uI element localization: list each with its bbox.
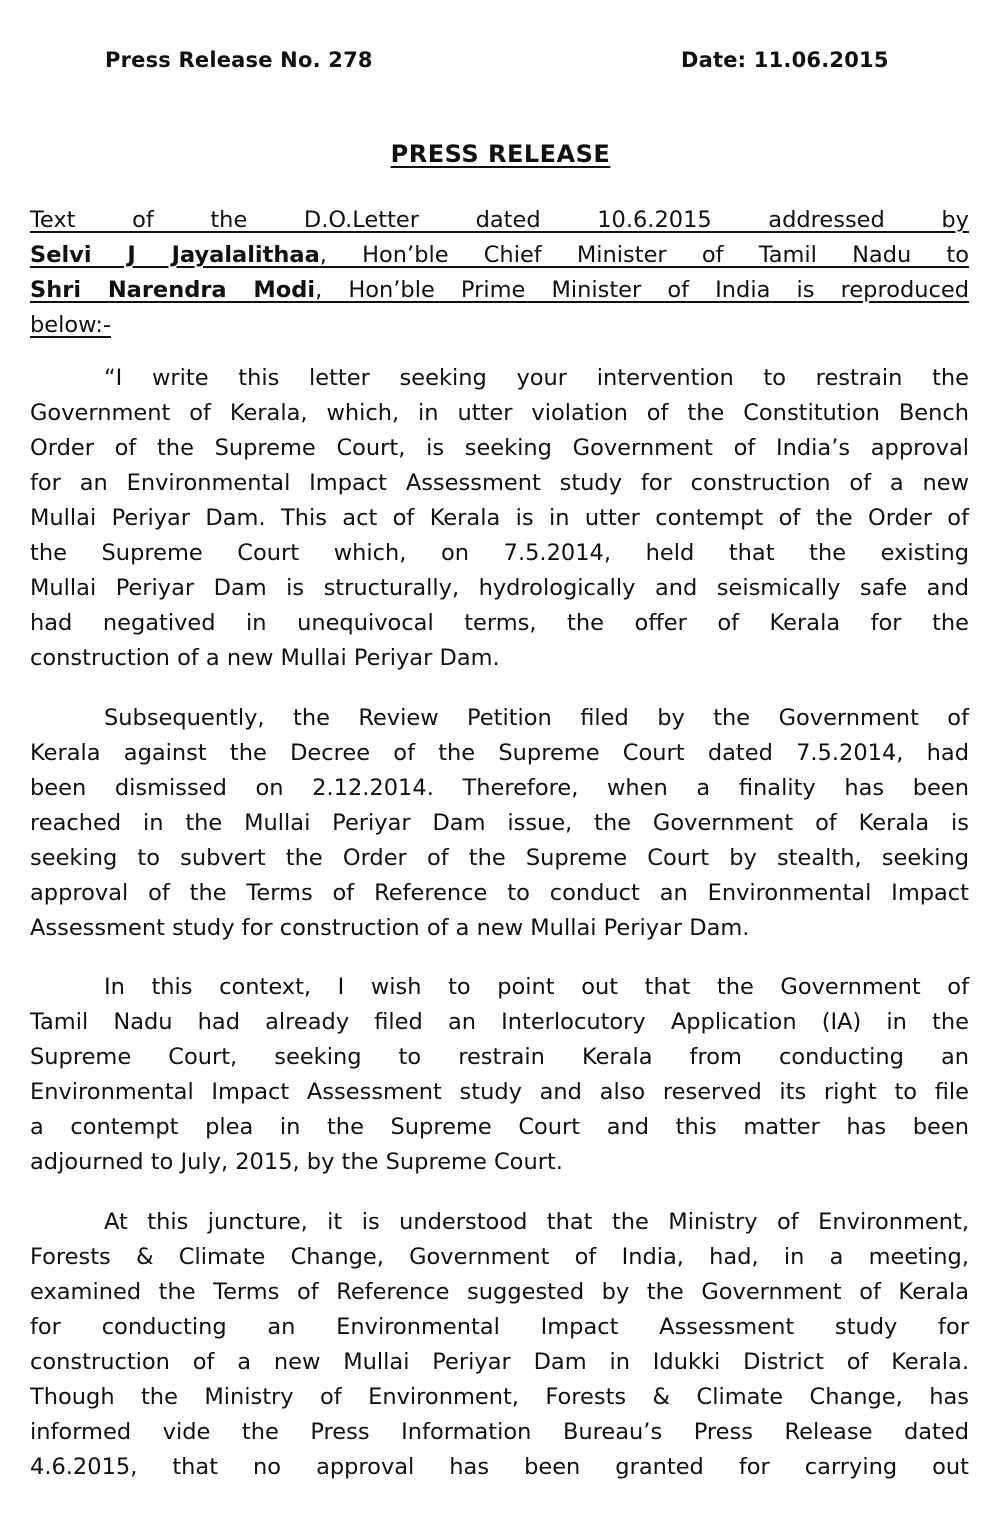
- sender-title: , Hon’ble Chief Minister of Tamil Nadu to: [319, 242, 969, 268]
- paragraph-line: reached in the Mullai Periyar Dam issue, the Government of Kerala is: [30, 810, 969, 836]
- paragraph-line: Though the Ministry of Environment, Forests & Climate Change, has: [30, 1384, 969, 1410]
- paragraph-line: 4.6.2015, that no approval has been granted for carrying out: [30, 1454, 969, 1480]
- paragraph-line: Mullai Periyar Dam. This act of Kerala is in utter contempt of the Order of: [30, 505, 969, 531]
- recipient-name: Shri Narendra Modi: [30, 277, 316, 303]
- paragraph-line: Kerala against the Decree of the Supreme Court dated 7.5.2014, had: [30, 740, 969, 766]
- page-title: [0, 140, 1001, 168]
- paragraph-line: construction of a new Mullai Periyar Dam.: [30, 645, 500, 671]
- intro-paragraph: [30, 203, 969, 343]
- paragraph-line: Assessment study for construction of a new Mullai Periyar Dam.: [30, 915, 750, 941]
- page-title-text: PRESS RELEASE: [390, 140, 611, 168]
- body-paragraph: [30, 970, 969, 1180]
- paragraph-line: At this juncture, it is understood that the Ministry of Environment,: [104, 1209, 969, 1235]
- paragraph-line: for an Environmental Impact Assessment study for construction of a new: [30, 470, 969, 496]
- paragraph-line: for conducting an Environmental Impact Assessment study for: [30, 1314, 969, 1340]
- body-paragraph: [30, 361, 969, 676]
- intro-line: below:-: [30, 312, 112, 338]
- paragraph-line: examined the Terms of Reference suggested by the Government of Kerala: [30, 1279, 969, 1305]
- paragraph-line: informed vide the Press Information Bureau’s Press Release dated: [30, 1419, 969, 1445]
- paragraph-line: had negatived in unequivocal terms, the offer of Kerala for the: [30, 610, 969, 636]
- intro-line: [30, 238, 969, 273]
- paragraph-line: approval of the Terms of Reference to conduct an Environmental Impact: [30, 880, 969, 906]
- press-release-number: Press Release No. 278: [105, 48, 373, 72]
- paragraph-line: a contempt plea in the Supreme Court and this matter has been: [30, 1114, 969, 1140]
- paragraph-line: the Supreme Court which, on 7.5.2014, held that the existing: [30, 540, 969, 566]
- paragraph-line: Order of the Supreme Court, is seeking Government of India’s approval: [30, 435, 969, 461]
- paragraph-line: Government of Kerala, which, in utter violation of the Constitution Bench: [30, 400, 969, 426]
- paragraph-line: adjourned to July, 2015, by the Supreme Court.: [30, 1149, 563, 1175]
- recipient-title: , Hon’ble Prime Minister of India is reproduced: [315, 277, 970, 303]
- body-paragraph: [30, 1205, 969, 1485]
- paragraph-line: Mullai Periyar Dam is structurally, hydrologically and seismically safe and: [30, 575, 969, 601]
- intro-line: [30, 273, 969, 308]
- paragraph-line: In this context, I wish to point out that the Government of: [104, 974, 969, 1000]
- intro-line: Text of the D.O.Letter dated 10.6.2015 addressed by: [30, 207, 969, 233]
- paragraph-line: been dismissed on 2.12.2014. Therefore, when a finality has been: [30, 775, 969, 801]
- sender-name: Selvi J Jayalalithaa: [30, 242, 320, 268]
- release-date: Date: 11.06.2015: [681, 48, 889, 72]
- paragraph-line: Forests & Climate Change, Government of India, had, in a meeting,: [30, 1244, 969, 1270]
- paragraph-line: “I write this letter seeking your intervention to restrain the: [104, 365, 969, 391]
- paragraph-line: construction of a new Mullai Periyar Dam in Idukki District of Kerala.: [30, 1349, 969, 1375]
- paragraph-line: Subsequently, the Review Petition filed by the Government of: [104, 705, 969, 731]
- paragraph-line: Environmental Impact Assessment study and also reserved its right to file: [30, 1079, 969, 1105]
- paragraph-line: Supreme Court, seeking to restrain Kerala from conducting an: [30, 1044, 969, 1070]
- paragraph-line: Tamil Nadu had already filed an Interlocutory Application (IA) in the: [30, 1009, 969, 1035]
- paragraph-line: seeking to subvert the Order of the Supreme Court by stealth, seeking: [30, 845, 969, 871]
- body-paragraph: [30, 701, 969, 946]
